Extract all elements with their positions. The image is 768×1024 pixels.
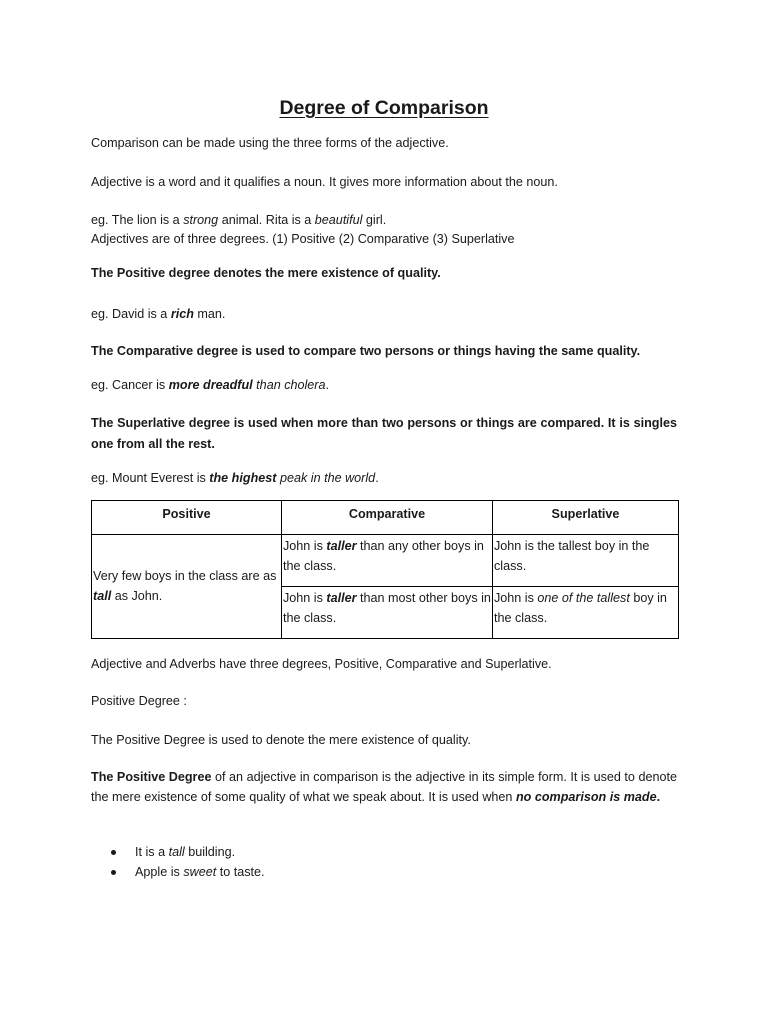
positive-used-text: The Positive Degree is used to denote the mere existence of quality. bbox=[91, 733, 471, 747]
list-item: Apple is sweet to taste. bbox=[91, 862, 265, 882]
positive-definition: The Positive degree denotes the mere existence of quality. bbox=[91, 266, 441, 280]
cell-superlative-1: John is the tallest boy in the class. bbox=[493, 535, 679, 587]
intro-text: Comparison can be made using the three forms of the adjective. bbox=[91, 136, 449, 150]
example-superlative: eg. Mount Everest is the highest peak in the world. bbox=[91, 471, 379, 485]
comparative-definition: The Comparative degree is used to compare two persons or things having the same quality. bbox=[91, 344, 641, 358]
positive-degree-paragraph: The Positive Degree of an adjective in comparison is the adjective in its simple form. It is used to denote the mere existence of some quality of what we speak about. It is used when no comparison is made. bbox=[91, 770, 677, 804]
page-title: Degree of Comparison bbox=[279, 97, 489, 119]
adverbs-text: Adjective and Adverbs have three degrees, Positive, Comparative and Superlative. bbox=[91, 657, 552, 671]
three-degrees-text: Adjectives are of three degrees. (1) Positive (2) Comparative (3) Superlative bbox=[91, 232, 515, 246]
positive-degree-heading: Positive Degree : bbox=[91, 694, 187, 708]
header-positive: Positive bbox=[92, 501, 282, 535]
table-header-row bbox=[92, 501, 679, 535]
cell-superlative-2: John is one of the tallest boy in the class. bbox=[493, 587, 679, 639]
comparison-table bbox=[91, 500, 679, 639]
header-comparative: Comparative bbox=[282, 501, 493, 535]
adjective-definition: Adjective is a word and it qualifies a noun. It gives more information about the noun. bbox=[91, 175, 558, 189]
superlative-definition: The Superlative degree is used when more than two persons or things are compared. It is singles one from all the rest. bbox=[91, 416, 677, 451]
cell-comparative-1: John is taller than any other boys in the class. bbox=[282, 535, 493, 587]
bullet-icon bbox=[111, 870, 116, 875]
table-row bbox=[92, 535, 679, 587]
list-item: It is a tall building. bbox=[91, 842, 265, 862]
cell-comparative-2: John is taller than most other boys in the class. bbox=[282, 587, 493, 639]
bullet-icon bbox=[111, 850, 116, 855]
example-adjectives: eg. The lion is a strong animal. Rita is a beautiful girl. bbox=[91, 213, 387, 227]
example-positive: eg. David is a rich man. bbox=[91, 307, 226, 321]
cell-positive: Very few boys in the class are as tall as John. bbox=[92, 535, 282, 639]
header-superlative: Superlative bbox=[493, 501, 679, 535]
example-list bbox=[91, 842, 265, 882]
example-comparative: eg. Cancer is more dreadful than cholera. bbox=[91, 378, 330, 392]
